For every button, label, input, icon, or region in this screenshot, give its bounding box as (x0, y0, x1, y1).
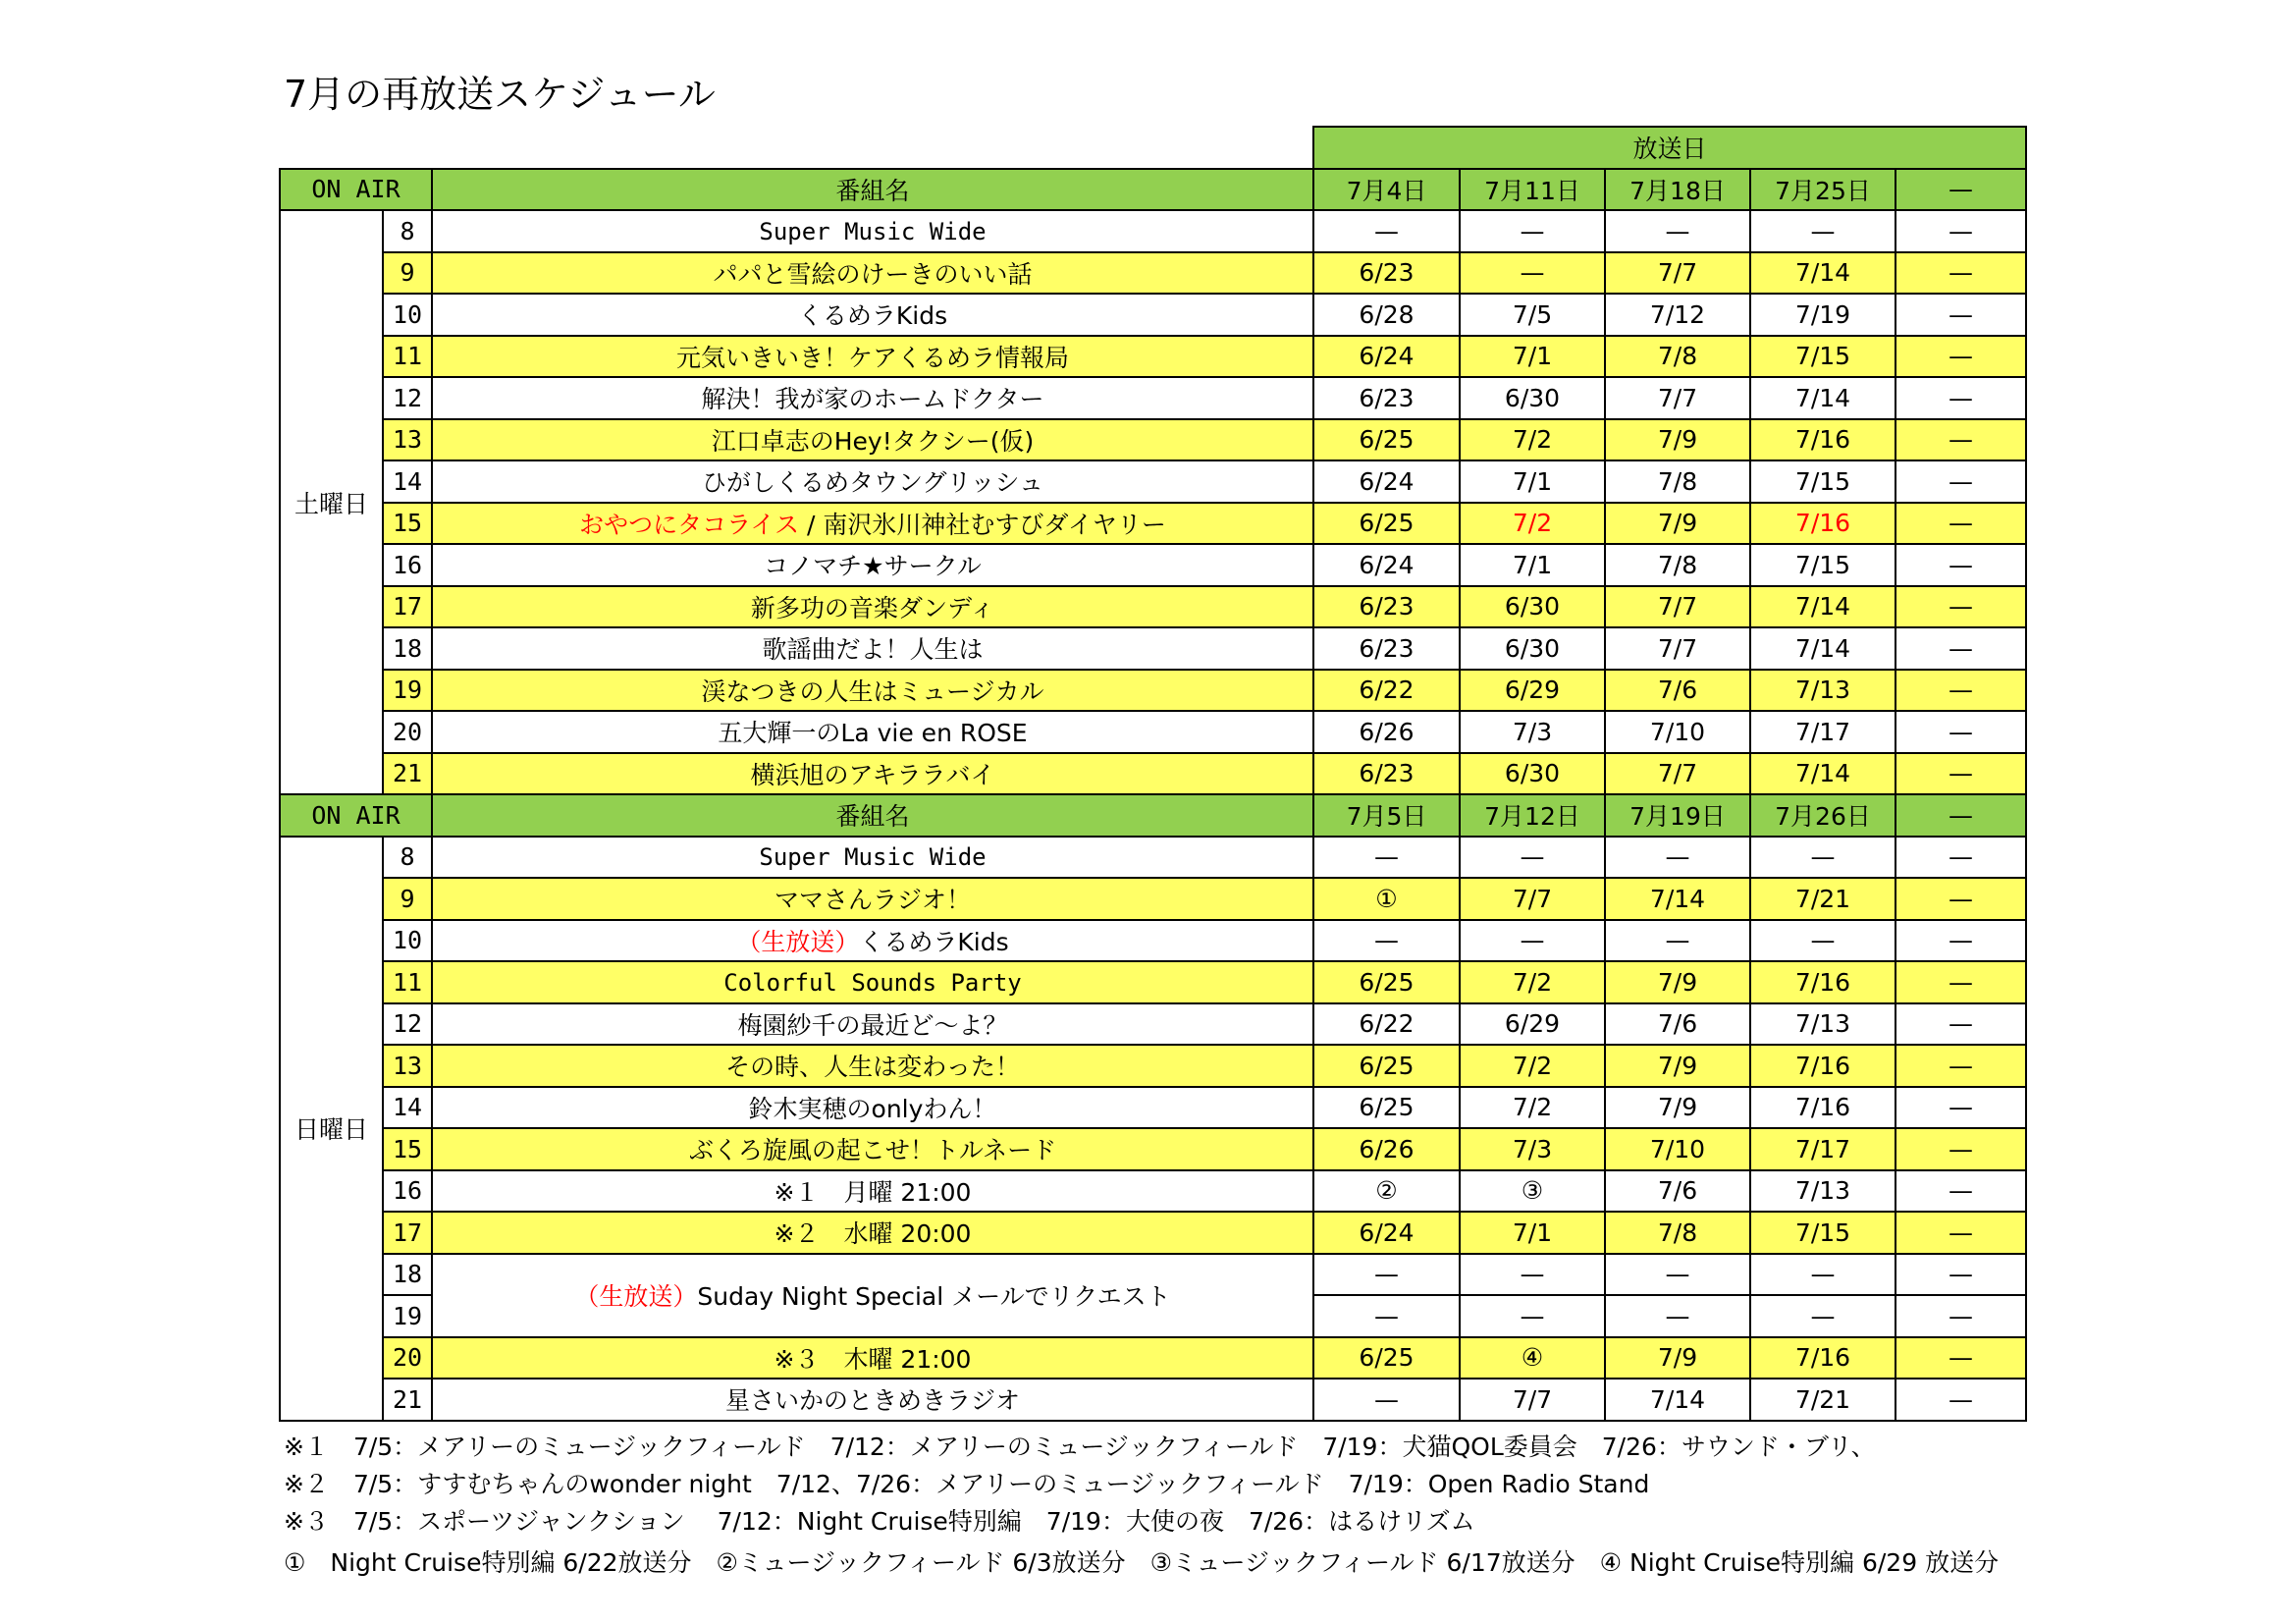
table-row (280, 961, 2026, 1003)
date-value-cell: 6/25 (1313, 1087, 1460, 1129)
program-name: パパと雪絵のけーきのいい話 (713, 259, 1033, 289)
date-value-cell: 7/1 (1460, 460, 1605, 503)
date-value-cell: — (1896, 377, 2026, 419)
table-row (280, 1254, 2026, 1296)
table-row (280, 1087, 2026, 1129)
table-row (280, 711, 2026, 753)
broadcast-date-header: 7月4日 (1313, 169, 1460, 211)
table-row (280, 627, 2026, 670)
date-value-cell: 7/5 (1460, 294, 1605, 336)
program-cell (432, 1170, 1313, 1213)
table-row (280, 1045, 2026, 1087)
program-name-header: 番組名 (432, 169, 1313, 211)
date-value-cell: 7/7 (1605, 627, 1750, 670)
footnote (284, 1428, 1876, 1463)
program-name: 星さいかのときめきラジオ (724, 1386, 1020, 1416)
program-cell (432, 920, 1313, 962)
program-cell (432, 377, 1313, 419)
date-value-cell: 6/26 (1313, 711, 1460, 753)
date-value-cell: 7/13 (1750, 1170, 1896, 1213)
date-value-cell: 7/15 (1750, 544, 1896, 586)
date-value-cell: 6/26 (1313, 1128, 1460, 1170)
program-cell (432, 294, 1313, 336)
date-value-cell: — (1896, 711, 2026, 753)
program-cell (432, 1045, 1313, 1087)
table-row (280, 586, 2026, 628)
date-value-cell: 7/15 (1750, 336, 1896, 378)
date-value-cell: — (1460, 1254, 1605, 1296)
date-value-cell: 7/8 (1605, 336, 1750, 378)
date-value-cell: 6/24 (1313, 460, 1460, 503)
table-row (280, 419, 2026, 461)
date-value-cell: 7/17 (1750, 1128, 1896, 1170)
program-cell (432, 878, 1313, 920)
date-value-cell: 6/30 (1460, 627, 1605, 670)
hour-cell: 10 (383, 294, 432, 336)
date-value-cell: 6/24 (1313, 1212, 1460, 1254)
date-value-cell: 7/16 (1750, 419, 1896, 461)
program-cell (432, 336, 1313, 378)
date-value-cell: 6/25 (1313, 503, 1460, 545)
broadcast-date-header: 7月25日 (1750, 169, 1896, 211)
hour-cell: 21 (383, 753, 432, 795)
date-value-cell: 7/9 (1605, 503, 1750, 545)
table-row (280, 1128, 2026, 1170)
date-value-cell: — (1750, 920, 1896, 962)
footnote (284, 1465, 1649, 1500)
date-value-cell: — (1896, 1170, 2026, 1213)
program-cell (432, 460, 1313, 503)
date-value-cell: — (1605, 1295, 1750, 1337)
date-value-cell: 6/23 (1313, 627, 1460, 670)
schedule-table (279, 126, 2027, 1422)
hour-cell: 8 (383, 837, 432, 879)
date-value-cell: 7/14 (1750, 586, 1896, 628)
date-value-cell: 7/2 (1460, 419, 1605, 461)
table-row (280, 377, 2026, 419)
program-name: 渓なつきの人生はミュージカル (701, 676, 1044, 706)
date-value-cell: 7/16 (1750, 1337, 1896, 1380)
live-broadcast-label: （生放送） (736, 927, 860, 956)
program-cell (432, 1379, 1313, 1421)
date-value-cell: — (1896, 1295, 2026, 1337)
date-value-cell: 7/9 (1605, 1087, 1750, 1129)
date-value-cell: ① (1313, 878, 1460, 920)
sunday-header-row (280, 794, 2026, 837)
program-name: 新多功の音楽ダンディ (750, 593, 995, 622)
date-value-cell: 7/2 (1460, 1087, 1605, 1129)
table-row (280, 294, 2026, 336)
broadcast-date-header: 7月12日 (1460, 794, 1605, 837)
program-cell (432, 711, 1313, 753)
date-value-cell: 6/30 (1460, 753, 1605, 795)
date-value-cell: 7/10 (1605, 711, 1750, 753)
footnote-text: ※３ 7/5：スポーツジャンクション 7/12：Night Cruise特別編 7/19：大使の夜 7/26：はるけリズム (284, 1507, 1475, 1536)
hour-cell: 13 (383, 1045, 432, 1087)
program-name: Suday Night Special メールでリクエスト (697, 1282, 1171, 1311)
footnote-text: ※１ 7/5：メアリーのミュージックフィールド 7/12：メアリーのミュージックフィールド 7/19：犬猫QOL委員会 7/26：サウンド・ブリ、 (284, 1433, 1876, 1461)
hour-cell: 21 (383, 1379, 432, 1421)
program-name: ママさんラジオ！ (774, 886, 971, 915)
program-cell (432, 210, 1313, 252)
date-value-cell: 7/6 (1605, 1003, 1750, 1046)
date-value-cell: 7/14 (1750, 627, 1896, 670)
program-cell (432, 961, 1313, 1003)
date-value-cell: — (1896, 753, 2026, 795)
date-value-cell: 7/21 (1750, 878, 1896, 920)
date-value-cell: 7/7 (1605, 252, 1750, 295)
date-value-cell: 7/16 (1750, 503, 1896, 545)
date-value-cell: 7/16 (1750, 1087, 1896, 1129)
table-row (280, 210, 2026, 252)
program-name: 鈴木実穂のonlyわん！ (748, 1094, 997, 1123)
program-name: 元気いきいき！ケアくるめラ情報局 (675, 343, 1069, 372)
program-cell (432, 419, 1313, 461)
table-row (280, 1379, 2026, 1421)
program-cell (432, 1212, 1313, 1254)
date-value-cell: 7/15 (1750, 460, 1896, 503)
hour-cell: 15 (383, 503, 432, 545)
date-value-cell: 6/25 (1313, 961, 1460, 1003)
table-row (280, 1212, 2026, 1254)
broadcast-day-header: 放送日 (1313, 127, 2026, 169)
program-name: くるめラKids (859, 927, 1009, 956)
date-value-cell: — (1896, 1128, 2026, 1170)
hour-cell: 8 (383, 210, 432, 252)
date-value-cell: 7/7 (1605, 753, 1750, 795)
date-value-cell: 6/30 (1460, 377, 1605, 419)
date-value-cell: — (1896, 837, 2026, 879)
program-cell (432, 503, 1313, 545)
broadcast-date-header: — (1896, 794, 2026, 837)
date-value-cell: 7/7 (1460, 1379, 1605, 1421)
live-broadcast-label: （生放送） (574, 1282, 698, 1311)
program-cell (432, 252, 1313, 295)
date-value-cell: 7/8 (1605, 544, 1750, 586)
date-value-cell: 6/25 (1313, 1045, 1460, 1087)
date-value-cell: — (1313, 210, 1460, 252)
table-row (280, 837, 2026, 879)
date-value-cell: 7/6 (1605, 670, 1750, 712)
date-value-cell: — (1605, 837, 1750, 879)
date-value-cell: — (1605, 1254, 1750, 1296)
program-name: Super Music Wide (759, 843, 987, 872)
hour-cell: 15 (383, 1128, 432, 1170)
date-value-cell: — (1896, 1254, 2026, 1296)
program-cell (432, 837, 1313, 879)
table-row (280, 503, 2026, 545)
date-value-cell: 7/1 (1460, 1212, 1605, 1254)
program-name: くるめラKids (797, 301, 948, 331)
date-value-cell: — (1896, 1337, 2026, 1380)
date-value-cell: 7/7 (1605, 586, 1750, 628)
day-label: 日曜日 (280, 837, 383, 1421)
date-value-cell: — (1750, 210, 1896, 252)
date-value-cell: 7/12 (1605, 294, 1750, 336)
table-row (280, 544, 2026, 586)
hour-cell: 13 (383, 419, 432, 461)
date-value-cell: 6/25 (1313, 1337, 1460, 1380)
date-value-cell: — (1896, 1087, 2026, 1129)
program-cell (432, 586, 1313, 628)
table-row (280, 252, 2026, 295)
date-value-cell: 7/8 (1605, 460, 1750, 503)
date-value-cell: 7/2 (1460, 503, 1605, 545)
date-value-cell: 7/9 (1605, 419, 1750, 461)
broadcast-day-header-row (280, 127, 2026, 169)
day-label: 土曜日 (280, 210, 383, 794)
date-value-cell: — (1313, 1295, 1460, 1337)
date-value-cell: — (1896, 419, 2026, 461)
date-value-cell: — (1896, 878, 2026, 920)
date-value-cell: 6/23 (1313, 377, 1460, 419)
footnote (284, 1502, 1475, 1538)
program-name: ぶくろ旋風の起こせ！トルネード (688, 1136, 1057, 1165)
table-row (280, 1337, 2026, 1380)
footnote-text: ① Night Cruise特別編 6/22放送分 ②ミュージックフィールド 6/3放送分 ③ミュージックフィールド 6/17放送分 ④ Night Cruise特別編 6/29 放送分 (284, 1548, 2000, 1577)
date-value-cell: 7/10 (1605, 1128, 1750, 1170)
date-value-cell: 6/24 (1313, 544, 1460, 586)
program-name-header: 番組名 (432, 794, 1313, 837)
program-cell (432, 670, 1313, 712)
program-name: Super Music Wide (759, 217, 987, 245)
table-row (280, 1003, 2026, 1046)
date-value-cell: 7/8 (1605, 1212, 1750, 1254)
date-value-cell: — (1313, 1254, 1460, 1296)
date-value-cell: 7/13 (1750, 1003, 1896, 1046)
hour-cell: 12 (383, 377, 432, 419)
footnote (284, 1543, 1999, 1579)
date-value-cell: — (1460, 920, 1605, 962)
table-row (280, 878, 2026, 920)
hour-cell: 12 (383, 1003, 432, 1046)
date-value-cell: 7/21 (1750, 1379, 1896, 1421)
date-value-cell: — (1896, 252, 2026, 295)
header-blank (280, 127, 1313, 169)
date-value-cell: 7/14 (1750, 252, 1896, 295)
program-name: その時、人生は変わった！ (725, 1053, 1020, 1082)
date-value-cell: — (1750, 1295, 1896, 1337)
hour-cell: 11 (383, 336, 432, 378)
hour-cell: 14 (383, 460, 432, 503)
date-value-cell: — (1896, 1003, 2026, 1046)
saturday-header-row (280, 169, 2026, 211)
broadcast-date-header: 7月18日 (1605, 169, 1750, 211)
table-row (280, 753, 2026, 795)
hour-cell: 16 (383, 544, 432, 586)
date-value-cell: — (1460, 210, 1605, 252)
date-value-cell: — (1896, 460, 2026, 503)
program-cell (432, 1254, 1313, 1337)
date-value-cell: 7/9 (1605, 961, 1750, 1003)
program-name: Colorful Sounds Party (723, 968, 1022, 997)
table-row (280, 1170, 2026, 1213)
program-cell (432, 1003, 1313, 1046)
date-value-cell: — (1896, 1379, 2026, 1421)
date-value-cell: 7/6 (1605, 1170, 1750, 1213)
program-name: ※２ 水曜 20:00 (774, 1219, 972, 1249)
page-title: 7月の再放送スケジュール (284, 73, 716, 116)
date-value-cell: 6/22 (1313, 670, 1460, 712)
program-cell (432, 544, 1313, 586)
date-value-cell: 7/17 (1750, 711, 1896, 753)
program-name: ひがしくるめタウングリッシュ (701, 468, 1043, 498)
date-value-cell: — (1896, 336, 2026, 378)
on-air-header: ON AIR (280, 169, 432, 211)
table-row (280, 460, 2026, 503)
broadcast-date-header: 7月26日 (1750, 794, 1896, 837)
hour-cell: 17 (383, 1212, 432, 1254)
hour-cell: 20 (383, 1337, 432, 1380)
date-value-cell: 7/16 (1750, 1045, 1896, 1087)
date-value-cell: ② (1313, 1170, 1460, 1213)
date-value-cell: — (1896, 1212, 2026, 1254)
date-value-cell: — (1896, 210, 2026, 252)
hour-cell: 9 (383, 878, 432, 920)
date-value-cell: 7/16 (1750, 961, 1896, 1003)
table-row (280, 336, 2026, 378)
hour-cell: 16 (383, 1170, 432, 1213)
on-air-header: ON AIR (280, 794, 432, 837)
date-value-cell: 6/30 (1460, 586, 1605, 628)
date-value-cell: 7/14 (1750, 753, 1896, 795)
date-value-cell: — (1750, 1254, 1896, 1296)
date-value-cell: — (1896, 627, 2026, 670)
date-value-cell: 7/7 (1605, 377, 1750, 419)
hour-cell: 11 (383, 961, 432, 1003)
date-value-cell: ④ (1460, 1337, 1605, 1380)
date-value-cell: 7/19 (1750, 294, 1896, 336)
program-cell (432, 627, 1313, 670)
program-name: 歌謡曲だよ！人生は (762, 635, 984, 665)
date-value-cell: 6/25 (1313, 419, 1460, 461)
date-value-cell: 6/22 (1313, 1003, 1460, 1046)
program-cell (432, 1087, 1313, 1129)
date-value-cell: — (1896, 920, 2026, 962)
date-value-cell: 7/7 (1460, 878, 1605, 920)
broadcast-date-header: — (1896, 169, 2026, 211)
date-value-cell: 7/2 (1460, 1045, 1605, 1087)
date-value-cell: — (1896, 544, 2026, 586)
broadcast-date-header: 7月11日 (1460, 169, 1605, 211)
date-value-cell: 6/28 (1313, 294, 1460, 336)
program-cell (432, 1337, 1313, 1380)
hour-cell: 17 (383, 586, 432, 628)
date-value-cell: 6/23 (1313, 586, 1460, 628)
program-cell (432, 753, 1313, 795)
footnote-text: ※２ 7/5：すすむちゃんのwonder night 7/12、7/26：メアリーのミュージックフィールド 7/19：Open Radio Stand (284, 1470, 1650, 1498)
hour-cell: 18 (383, 1254, 432, 1296)
hour-cell: 19 (383, 670, 432, 712)
date-value-cell: 7/15 (1750, 1212, 1896, 1254)
date-value-cell: 7/2 (1460, 961, 1605, 1003)
date-value-cell: 7/9 (1605, 1045, 1750, 1087)
date-value-cell: 6/29 (1460, 1003, 1605, 1046)
date-value-cell: — (1460, 837, 1605, 879)
table-row (280, 920, 2026, 962)
date-value-cell: 7/3 (1460, 711, 1605, 753)
program-name: 横浜旭のアキララバイ (750, 760, 995, 789)
hour-cell: 9 (383, 252, 432, 295)
date-value-cell: 7/1 (1460, 544, 1605, 586)
date-value-cell: 6/23 (1313, 252, 1460, 295)
date-value-cell: 7/13 (1750, 670, 1896, 712)
date-value-cell: — (1896, 503, 2026, 545)
program-separator: / (799, 510, 824, 539)
date-value-cell: — (1460, 252, 1605, 295)
date-value-cell: — (1460, 1295, 1605, 1337)
date-value-cell: 7/14 (1605, 878, 1750, 920)
hour-cell: 20 (383, 711, 432, 753)
hour-cell: 14 (383, 1087, 432, 1129)
program-name: ※１ 月曜 21:00 (774, 1177, 972, 1207)
hour-cell: 19 (383, 1295, 432, 1337)
program-name: 五大輝一のLa vie en ROSE (718, 719, 1028, 748)
program-name: 解決！我が家のホームドクター (701, 385, 1044, 414)
date-value-cell: 7/14 (1605, 1379, 1750, 1421)
date-value-cell: 6/24 (1313, 336, 1460, 378)
date-value-cell: 7/3 (1460, 1128, 1605, 1170)
program-name: ※３ 木曜 21:00 (774, 1344, 972, 1374)
date-value-cell: 6/29 (1460, 670, 1605, 712)
program-name-red: おやつにタコライス (579, 510, 800, 539)
date-value-cell: 7/14 (1750, 377, 1896, 419)
program-cell (432, 1128, 1313, 1170)
date-value-cell: — (1896, 961, 2026, 1003)
date-value-cell: 7/1 (1460, 336, 1605, 378)
table-row (280, 670, 2026, 712)
program-name: 南沢氷川神社むすびダイヤリー (823, 510, 1166, 539)
hour-cell: 18 (383, 627, 432, 670)
broadcast-date-header: 7月19日 (1605, 794, 1750, 837)
date-value-cell: 7/9 (1605, 1337, 1750, 1380)
date-value-cell: — (1605, 210, 1750, 252)
date-value-cell: — (1896, 586, 2026, 628)
date-value-cell: 6/23 (1313, 753, 1460, 795)
program-name: コノマチ★サークル (764, 552, 982, 581)
date-value-cell: — (1896, 1045, 2026, 1087)
broadcast-date-header: 7月5日 (1313, 794, 1460, 837)
date-value-cell: — (1896, 670, 2026, 712)
program-name: 梅園紗千の最近ど～よ？ (737, 1010, 1008, 1040)
program-name: 江口卓志のHey!タクシー(仮) (711, 426, 1035, 456)
date-value-cell: — (1605, 920, 1750, 962)
date-value-cell: — (1750, 837, 1896, 879)
date-value-cell: — (1896, 294, 2026, 336)
hour-cell: 10 (383, 920, 432, 962)
date-value-cell: — (1313, 837, 1460, 879)
date-value-cell: — (1313, 1379, 1460, 1421)
date-value-cell: ③ (1460, 1170, 1605, 1213)
date-value-cell: — (1313, 920, 1460, 962)
